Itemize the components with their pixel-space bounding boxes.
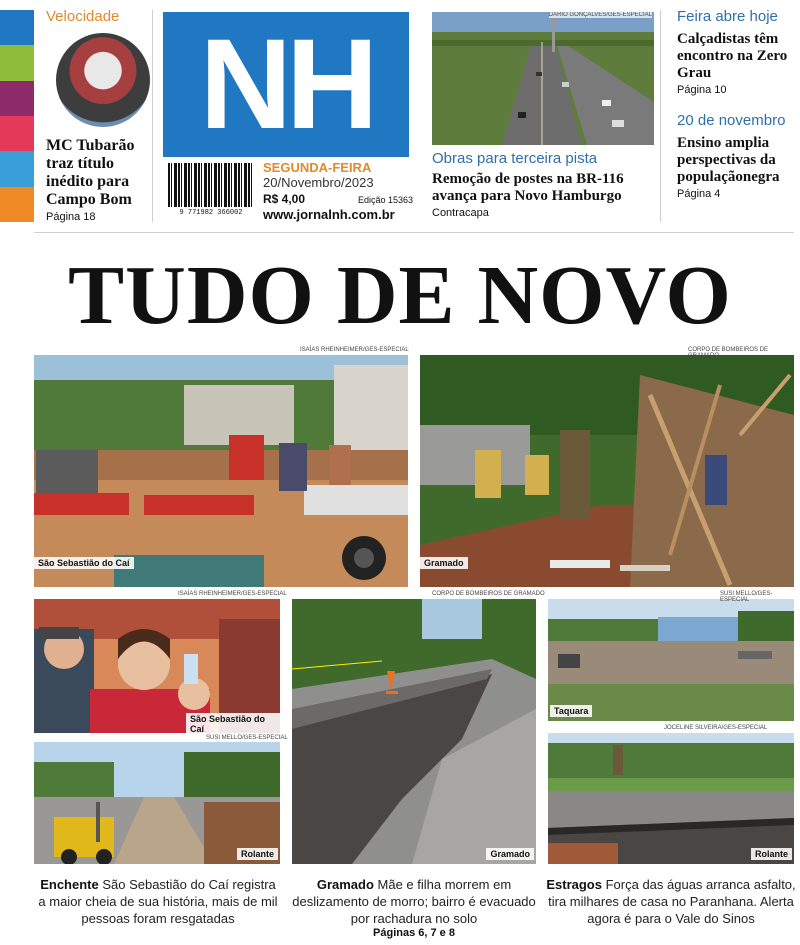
photo-credit: ISAÍAS RHEINHEIMER/GES-ESPECIAL [300,347,409,353]
middle-teaser-title[interactable]: Remoção de postes na BR-116 avança para Novo Hamburgo [432,171,624,204]
edition-date: 20/Novembro/2023 [263,175,374,190]
strip-band [0,81,34,116]
strip-band [0,10,34,45]
flooded-street-illustration [34,742,280,864]
taquara-flood-photo[interactable] [548,599,794,721]
edition-info [263,160,413,222]
cracked-road-illustration [292,599,536,864]
caption-enchente[interactable] [38,876,278,927]
right-teaser[interactable] [677,8,800,96]
strip-band [0,187,34,222]
left-teaser[interactable] [46,8,158,223]
broken-asphalt-photo[interactable] [548,733,794,864]
newspaper-logo[interactable] [163,12,409,157]
right-teaser-kicker: 20 de novembro [677,112,786,129]
photo-location-label: Taquara [550,705,592,717]
caption-lead: Gramado [316,877,374,892]
main-headline[interactable]: TUDO DE NOVO [68,249,732,342]
caption-gramado[interactable] [292,876,536,927]
strip-band [0,45,34,80]
taquara-flood-illustration [548,599,794,721]
flood-rescue-photo[interactable] [34,355,408,587]
caption-text: São Sebastião do Caí registra a maior cheia de sua história, mais de mil pessoas foram resgatadas [38,877,278,926]
masthead [34,0,800,232]
right-teaser-page: Página 4 [677,188,721,200]
photo-credit: JOCELINE SILVEIRA/GES-ESPECIAL [664,725,768,731]
left-teaser-kicker: Velocidade [46,8,120,25]
strip-band [0,116,34,151]
edition-number: Edição 15363 [357,195,413,205]
flooded-street-photo[interactable] [34,742,280,864]
collapsed-house-photo[interactable] [420,355,794,587]
barcode-number: 9 771982 366002 [179,209,243,217]
right-teaser-title[interactable]: Ensino amplia perspectivas da populaçãonegra [677,135,780,185]
broken-asphalt-illustration [548,733,794,864]
middle-teaser-page: Contracapa [432,207,489,219]
logo-text: NH [199,12,373,156]
flood-rescue-illustration [34,355,408,587]
caption-text: Força das águas arranca asfalto, tira milhares de casa no Paranhana. Alerta agora é para o Vale do Sinos [548,877,796,926]
photo-credit: SUSI MELLO/GES-ESPECIAL [206,735,288,741]
right-teasers [677,8,800,200]
photo-credit: CORPO DE BOMBEIROS DE GRAMADO [688,347,769,359]
photo-credit: DÁRIO GONÇALVES/GES-ESPECIAL [548,12,652,18]
highway-photo[interactable] [432,12,654,145]
caption-lead: Estragos [546,877,602,892]
photo-location-label: Rolante [751,848,792,860]
photo-location-label: Gramado [420,557,468,569]
right-teaser-title[interactable]: Calçadistas têm encontro na Zero Grau [677,31,788,81]
photo-location-label: Gramado [486,848,534,860]
photo-location-label: São Sebastião do Caí [186,713,280,733]
masthead-rule [34,232,794,233]
mother-child-photo[interactable] [34,599,280,733]
right-teaser[interactable] [677,112,800,200]
caption-text: Mãe e filha morrem em deslizamento de morro; bairro é evacuado por rachadura no solo [292,877,536,926]
divider [152,10,153,222]
right-teaser-page: Página 10 [677,84,727,96]
photo-credit: SUSI MELLO/GES-ESPECIAL [720,591,773,603]
collapsed-house-illustration [420,355,794,587]
strip-band [0,151,34,186]
race-car-photo [56,33,150,127]
pages-reference: Páginas 6, 7 e 8 [373,927,455,939]
caption-lead: Enchente [40,877,99,892]
cracked-road-photo[interactable] [292,599,536,864]
middle-teaser-kicker: Obras para terceira pista [432,150,598,167]
photo-location-label: São Sebastião do Caí [34,557,134,569]
barcode [168,163,254,219]
highway-illustration [432,12,654,145]
caption-estragos[interactable] [546,876,796,927]
barcode-bars [168,163,254,207]
divider [660,10,661,222]
left-teaser-page: Página 18 [46,211,96,223]
website-link[interactable]: www.jornalnh.com.br [263,207,395,222]
edition-day: SEGUNDA-FEIRA [263,160,372,175]
middle-teaser[interactable] [432,150,658,219]
photo-location-label: Rolante [237,848,278,860]
right-teaser-kicker: Feira abre hoje [677,8,778,25]
edition-price: R$ 4,00 [263,192,306,206]
photo-credit: ISAÍAS RHEINHEIMER/GES-ESPECIAL [178,591,287,597]
left-teaser-title[interactable]: MC Tubarão traz título inédito para Campo Bom [46,137,135,208]
photo-credit: CORPO DE BOMBEIROS DE GRAMADO [432,591,545,597]
section-color-strip [0,10,34,222]
